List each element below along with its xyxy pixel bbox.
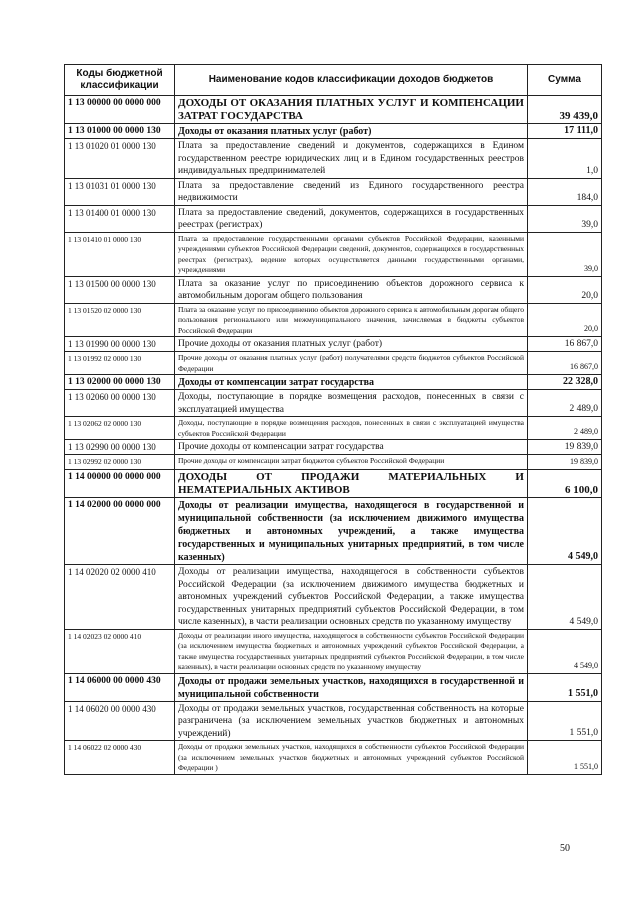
table-header bbox=[65, 65, 602, 96]
budget-code-cell: 1 14 06022 02 0000 430 bbox=[65, 741, 175, 775]
revenue-name-cell: Плата за предоставление сведений из Единого государственного реестра недвижимости bbox=[175, 178, 528, 205]
revenue-name-cell: Доходы от реализации имущества, находящегося в собственности субъектов Российской Федерации (за исключением движимого имущества бюджетных и автономных учреждений субъектов Российской Федерации, а также имущества государственных унитарных предприятий субъектов Российской Федерации, в том числе казенных), в части реализации основных средств по указанному имуществу bbox=[175, 565, 528, 630]
revenue-name-cell: Плата за предоставление государственными органами субъектов Российской Федерации, казенными учреждениями субъектов Российской Федерации сведений, документов, содержащихся в государственных реестрах (регистрах), ведение которых осуществляется данными государственными органами, учреждениями bbox=[175, 232, 528, 276]
table-row bbox=[65, 205, 602, 232]
table-row bbox=[65, 352, 602, 375]
revenue-name-cell: Плата за предоставление сведений, документов, содержащихся в государственных реестрах (регистрах) bbox=[175, 205, 528, 232]
budget-code-cell: 1 13 01520 02 0000 130 bbox=[65, 303, 175, 337]
budget-code-cell: 1 13 01500 00 0000 130 bbox=[65, 276, 175, 303]
budget-code-cell: 1 14 02020 02 0000 410 bbox=[65, 565, 175, 630]
amount-cell: 19 839,0 bbox=[528, 440, 602, 455]
amount-cell: 2 489,0 bbox=[528, 390, 602, 417]
revenue-name-cell: Доходы, поступающие в порядке возмещения расходов, понесенных в связи с эксплуатацией имущества bbox=[175, 390, 528, 417]
budget-code-cell: 1 14 06020 00 0000 430 bbox=[65, 701, 175, 741]
amount-cell: 4 549,0 bbox=[528, 498, 602, 565]
amount-cell: 39,0 bbox=[528, 232, 602, 276]
header-sum: Сумма bbox=[528, 65, 602, 96]
revenue-name-cell: ДОХОДЫ ОТ ОКАЗАНИЯ ПЛАТНЫХ УСЛУГ И КОМПЕНСАЦИИ ЗАТРАТ ГОСУДАРСТВА bbox=[175, 96, 528, 124]
table-row bbox=[65, 303, 602, 337]
budget-code-cell: 1 13 01400 01 0000 130 bbox=[65, 205, 175, 232]
budget-code-cell: 1 14 00000 00 0000 000 bbox=[65, 470, 175, 498]
revenue-name-cell: Плата за оказание услуг по присоединению объектов дорожного сервиса к автомобильным дорогам общего пользования регионального или межмуниципального значения, зачисляемая в бюджеты субъектов Российской Федерации bbox=[175, 303, 528, 337]
budget-code-cell: 1 14 06000 00 0000 430 bbox=[65, 673, 175, 701]
revenue-name-cell: Доходы от реализации иного имущества, находящегося в собственности субъектов Российской Федерации (за исключением имущества бюджетных и автономных учреждений субъектов Российской Федерации, а также имущества государственных унитарных предприятий субъектов Российской Федерации, в том числе казенных), в части реализации основных средств по указанному имуществу bbox=[175, 629, 528, 673]
budget-code-cell: 1 13 02062 02 0000 130 bbox=[65, 417, 175, 440]
table-row bbox=[65, 455, 602, 470]
table-body bbox=[65, 96, 602, 775]
header-name: Наименование кодов классификации доходов бюджетов bbox=[175, 65, 528, 96]
header-row bbox=[65, 65, 602, 96]
revenue-name-cell: Прочие доходы от оказания платных услуг (работ) bbox=[175, 337, 528, 352]
budget-code-cell: 1 13 02992 02 0000 130 bbox=[65, 455, 175, 470]
amount-cell: 19 839,0 bbox=[528, 455, 602, 470]
revenue-name-cell: Доходы от оказания платных услуг (работ) bbox=[175, 124, 528, 139]
page-number: 50 bbox=[560, 843, 570, 854]
revenue-name-cell: Доходы от реализации имущества, находящегося в государственной и муниципальной собственности (за исключением движимого имущества бюджетных и автономных учреждений, а также имущества государственных и муниципальных унитарных предприятий, в том числе казенных) bbox=[175, 498, 528, 565]
budget-code-cell: 1 13 02060 00 0000 130 bbox=[65, 390, 175, 417]
revenue-name-cell: Прочие доходы от компенсации затрат государства bbox=[175, 440, 528, 455]
amount-cell: 20,0 bbox=[528, 303, 602, 337]
table-row bbox=[65, 629, 602, 673]
amount-cell: 39,0 bbox=[528, 205, 602, 232]
revenue-name-cell: Плата за оказание услуг по присоединению объектов дорожного сервиса к автомобильным дорогам общего пользования bbox=[175, 276, 528, 303]
amount-cell: 4 549,0 bbox=[528, 565, 602, 630]
table-row bbox=[65, 417, 602, 440]
revenue-name-cell: Доходы от продажи земельных участков, находящихся в собственности субъектов Российской Федерации (за исключением земельных участков бюджетных и автономных учреждений субъектов Российской Федерации ) bbox=[175, 741, 528, 775]
amount-cell: 1 551,0 bbox=[528, 741, 602, 775]
amount-cell: 16 867,0 bbox=[528, 352, 602, 375]
revenue-name-cell: ДОХОДЫ ОТ ПРОДАЖИ МАТЕРИАЛЬНЫХ И НЕМАТЕРИАЛЬНЫХ АКТИВОВ bbox=[175, 470, 528, 498]
revenue-name-cell: Доходы от продажи земельных участков, находящихся в государственной и муниципальной собственности bbox=[175, 673, 528, 701]
revenue-name-cell: Прочие доходы от компенсации затрат бюджетов субъектов Российской Федерации bbox=[175, 455, 528, 470]
budget-code-cell: 1 13 02000 00 0000 130 bbox=[65, 375, 175, 390]
budget-code-cell: 1 13 01000 00 0000 130 bbox=[65, 124, 175, 139]
amount-cell: 16 867,0 bbox=[528, 337, 602, 352]
budget-code-cell: 1 13 01992 02 0000 130 bbox=[65, 352, 175, 375]
table-row bbox=[65, 375, 602, 390]
table-row bbox=[65, 390, 602, 417]
table-row bbox=[65, 741, 602, 775]
table-row bbox=[65, 96, 602, 124]
amount-cell: 1 551,0 bbox=[528, 701, 602, 741]
table-row bbox=[65, 232, 602, 276]
amount-cell: 1,0 bbox=[528, 139, 602, 179]
table-row bbox=[65, 470, 602, 498]
table-row bbox=[65, 565, 602, 630]
amount-cell: 1 551,0 bbox=[528, 673, 602, 701]
revenue-name-cell: Доходы от компенсации затрат государства bbox=[175, 375, 528, 390]
budget-code-cell: 1 13 02990 00 0000 130 bbox=[65, 440, 175, 455]
table-row bbox=[65, 673, 602, 701]
revenue-name-cell: Прочие доходы от оказания платных услуг (работ) получателями средств бюджетов субъектов Российской Федерации bbox=[175, 352, 528, 375]
budget-code-cell: 1 13 01031 01 0000 130 bbox=[65, 178, 175, 205]
revenue-classification-table bbox=[64, 64, 602, 775]
amount-cell: 39 439,0 bbox=[528, 96, 602, 124]
table-row bbox=[65, 178, 602, 205]
amount-cell: 17 111,0 bbox=[528, 124, 602, 139]
amount-cell: 6 100,0 bbox=[528, 470, 602, 498]
amount-cell: 22 328,0 bbox=[528, 375, 602, 390]
table-row bbox=[65, 701, 602, 741]
amount-cell: 2 489,0 bbox=[528, 417, 602, 440]
amount-cell: 4 549,0 bbox=[528, 629, 602, 673]
table-row bbox=[65, 276, 602, 303]
budget-code-cell: 1 14 02000 00 0000 000 bbox=[65, 498, 175, 565]
table-row bbox=[65, 124, 602, 139]
table-row bbox=[65, 498, 602, 565]
header-code: Коды бюджетной классификации bbox=[65, 65, 175, 96]
budget-code-cell: 1 13 00000 00 0000 000 bbox=[65, 96, 175, 124]
revenue-name-cell: Плата за предоставление сведений и документов, содержащихся в Едином государственном реестре юридических лиц и в Едином государственных реестров индивидуальных предпринимателей bbox=[175, 139, 528, 179]
revenue-name-cell: Доходы, поступающие в порядке возмещения расходов, понесенных в связи с эксплуатацией имущества субъектов Российской Федерации bbox=[175, 417, 528, 440]
table-row bbox=[65, 139, 602, 179]
table-row bbox=[65, 440, 602, 455]
revenue-name-cell: Доходы от продажи земельных участков, государственная собственность на которые разграничена (за исключением земельных участков бюджетных и автономных учреждений) bbox=[175, 701, 528, 741]
amount-cell: 184,0 bbox=[528, 178, 602, 205]
budget-code-cell: 1 13 01410 01 0000 130 bbox=[65, 232, 175, 276]
budget-code-cell: 1 14 02023 02 0000 410 bbox=[65, 629, 175, 673]
table-row bbox=[65, 337, 602, 352]
budget-code-cell: 1 13 01990 00 0000 130 bbox=[65, 337, 175, 352]
amount-cell: 20,0 bbox=[528, 276, 602, 303]
revenue-table-sheet bbox=[64, 64, 601, 775]
budget-code-cell: 1 13 01020 01 0000 130 bbox=[65, 139, 175, 179]
